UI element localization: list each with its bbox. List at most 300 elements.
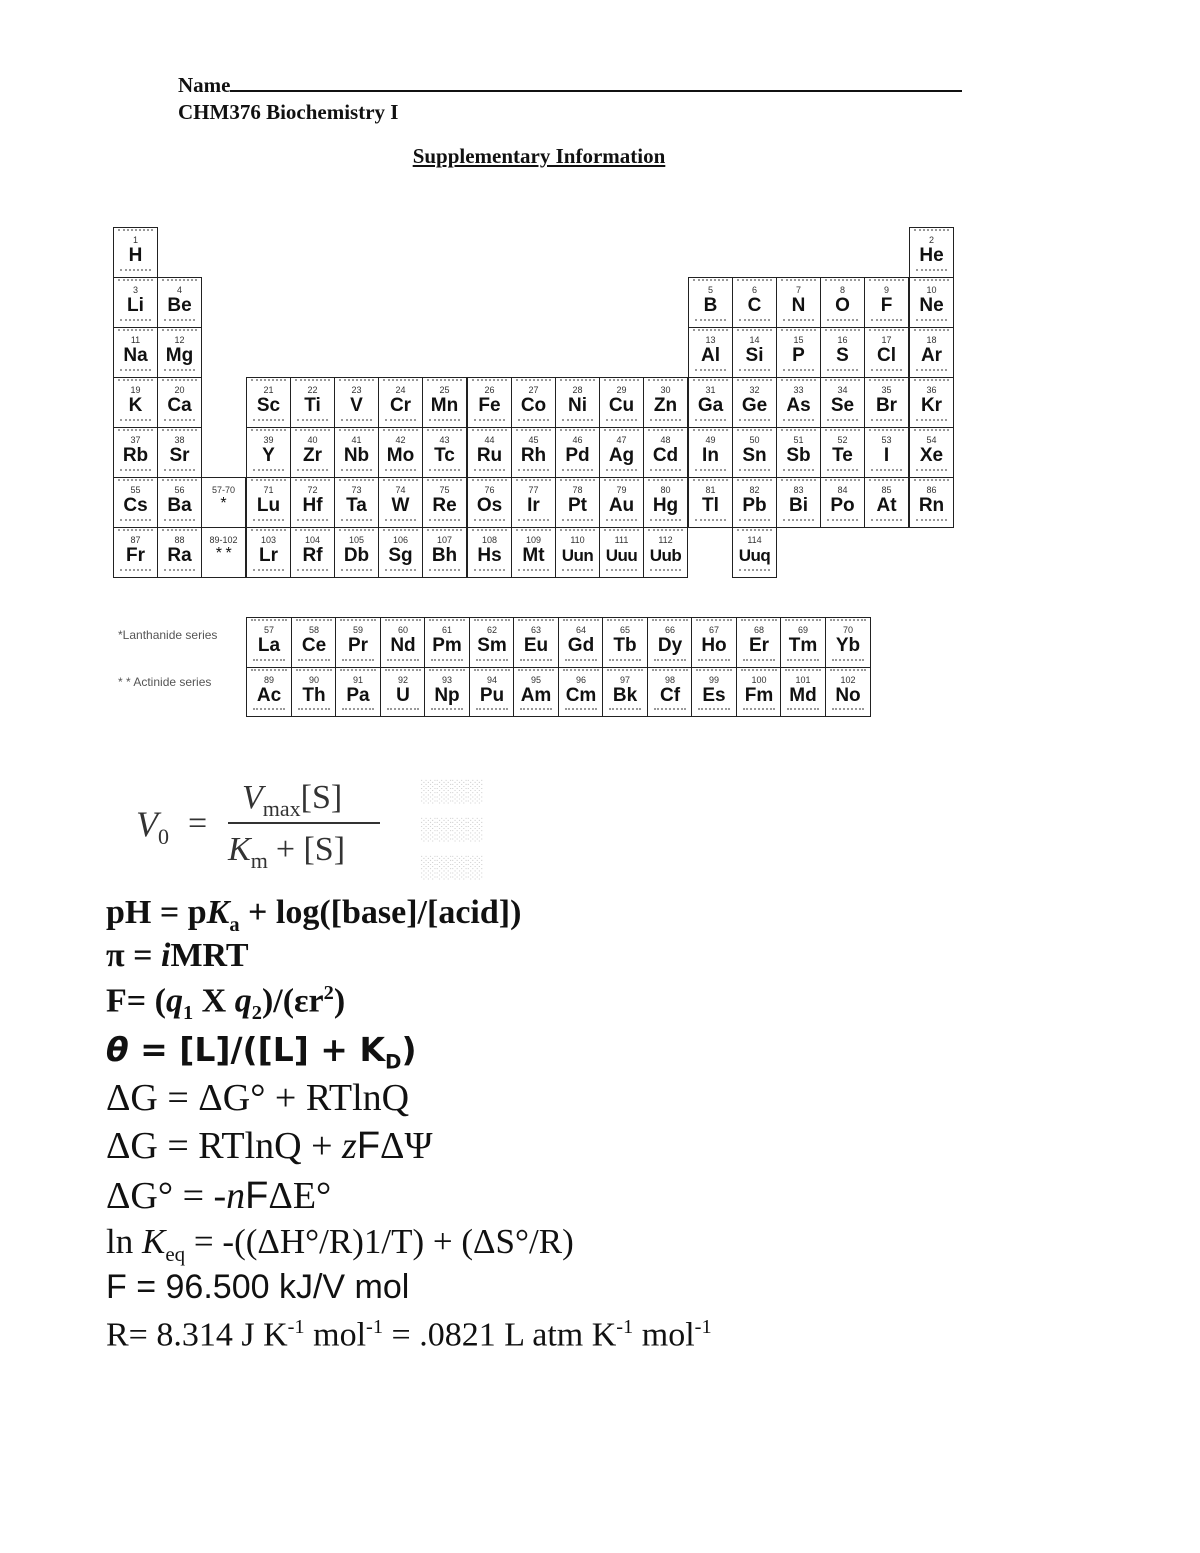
element-cell-tm [780, 617, 826, 668]
atomic-number: 35 [881, 385, 892, 395]
element-cell-se [820, 377, 865, 428]
name-field-label: Name [178, 72, 962, 98]
element-cell-pr [335, 617, 381, 668]
element-cell-pt [555, 477, 600, 528]
atomic-mass-text [739, 419, 770, 425]
atomic-mass-text [832, 659, 864, 665]
atomic-mass-text [606, 419, 637, 425]
michaelis-menten-equation [110, 768, 430, 888]
atomic-mass-text [474, 569, 505, 575]
element-symbol: Am [520, 685, 552, 706]
atomic-mass-text [871, 519, 902, 525]
element-symbol: Cl [877, 345, 896, 366]
atomic-number: 56 [174, 485, 185, 495]
atomic-number: 57 [263, 625, 274, 635]
atomic-number: 114 [747, 535, 762, 545]
atomic-number: 37 [130, 435, 141, 445]
atomic-mass-text [562, 469, 593, 475]
atomic-mass-text [698, 659, 730, 665]
element-cell-y [246, 427, 291, 478]
atomic-number: 55 [130, 485, 141, 495]
atomic-mass-text [871, 469, 902, 475]
element-cell-mn [422, 377, 467, 428]
element-cell-h [113, 227, 158, 278]
atomic-mass-text [431, 659, 463, 665]
atomic-mass-text [297, 519, 328, 525]
atomic-number: 80 [660, 485, 671, 495]
element-symbol: Se [830, 395, 855, 416]
element-symbol: Li [127, 295, 144, 316]
element-symbol: Zr [303, 445, 322, 466]
atomic-number: 7 [795, 285, 801, 295]
element-symbol: Bh [431, 545, 458, 566]
atomic-mass-text [698, 708, 730, 714]
atomic-number: 15 [793, 335, 804, 345]
atomic-mass-text [783, 419, 814, 425]
atomic-mass-text [341, 569, 372, 575]
element-symbol: Sm [477, 635, 507, 656]
atomic-mass-text [253, 659, 285, 665]
atomic-mass-text [474, 419, 505, 425]
atomic-number: 78 [572, 485, 583, 495]
name-blank-line [230, 72, 962, 92]
element-symbol: Rf [302, 545, 323, 566]
osmotic-pressure-equation: π = iMRT [106, 937, 249, 974]
atomic-number: 28 [572, 385, 583, 395]
atomic-number: 68 [753, 625, 764, 635]
atomic-number: 105 [348, 535, 365, 545]
atomic-number: 108 [481, 535, 498, 545]
atomic-number: 107 [436, 535, 453, 545]
atomic-number: 87 [130, 535, 141, 545]
element-cell-ru [467, 427, 512, 478]
element-symbol: Br [875, 395, 898, 416]
element-cell-o [820, 277, 865, 328]
redox-free-energy-equation: ΔG° = -nFΔE° [106, 1175, 332, 1217]
element-cell-rh [511, 427, 556, 478]
element-symbol: Uun [561, 546, 594, 565]
atomic-number: 47 [616, 435, 627, 445]
atomic-number: 95 [530, 675, 541, 685]
atomic-mass-text [654, 708, 686, 714]
element-cell-pb [732, 477, 777, 528]
element-symbol: Ge [741, 395, 768, 416]
element-symbol: Na [123, 345, 148, 366]
element-cell-sc [246, 377, 291, 428]
atomic-number: 52 [837, 435, 848, 445]
element-cell-br [864, 377, 909, 428]
element-cell-uuq [732, 527, 777, 578]
atomic-mass-text [164, 469, 195, 475]
atomic-mass-text [341, 469, 372, 475]
atomic-mass-text [341, 519, 372, 525]
element-cell-am [513, 667, 559, 717]
fractional-saturation-equation: $\theta = [L]/([L] + K_D)$ [106, 1030, 417, 1074]
element-cell-b [688, 277, 733, 328]
element-symbol: * [220, 495, 227, 512]
element-symbol: Tm [788, 635, 818, 656]
lanthanide-series-label: *Lanthanide series [118, 628, 218, 642]
element-cell-p [776, 327, 821, 378]
atomic-mass-text [695, 369, 726, 375]
atomic-number: 6 [751, 285, 757, 295]
element-symbol: Ho [701, 635, 727, 656]
element-symbol: Pt [568, 495, 587, 516]
element-symbol: N [791, 295, 806, 316]
atomic-mass-text [695, 419, 726, 425]
atomic-mass-text [827, 369, 858, 375]
course-title: CHM376 Biochemistry I [178, 100, 399, 124]
element-symbol: Db [343, 545, 370, 566]
faraday-constant: F = 96.500 kJ/V mol [106, 1268, 410, 1306]
atomic-mass-text [342, 659, 374, 665]
element-cell-ta [334, 477, 379, 528]
element-cell-uun [555, 527, 600, 578]
atomic-number: 48 [660, 435, 671, 445]
faded-background-text: ░░░░ ░░░░ ░░░░ [420, 778, 483, 879]
atomic-number: 70 [842, 625, 853, 635]
atomic-mass-text [164, 519, 195, 525]
atomic-number: 27 [528, 385, 539, 395]
element-symbol: Fm [744, 685, 774, 706]
atomic-mass-text [474, 469, 505, 475]
element-symbol: Pr [347, 635, 369, 656]
atomic-number: 41 [351, 435, 362, 445]
atomic-number: 76 [484, 485, 495, 495]
element-symbol: Es [702, 685, 726, 706]
element-cell-xe [909, 427, 954, 478]
element-cell-lu [246, 477, 291, 528]
element-cell-pu [469, 667, 515, 717]
svg-text:=: = [188, 805, 208, 842]
element-cell-at [864, 477, 909, 528]
atomic-mass-text [787, 659, 819, 665]
atomic-number: 106 [392, 535, 409, 545]
element-cell-ga [688, 377, 733, 428]
element-symbol: O [835, 295, 850, 316]
atomic-number: 57-70 [211, 485, 236, 495]
element-symbol: Ni [568, 395, 587, 416]
element-cell-rn [909, 477, 954, 528]
atomic-mass-text [341, 419, 372, 425]
atomic-number: 81 [705, 485, 716, 495]
element-symbol: Ra [167, 545, 192, 566]
atomic-number: 42 [395, 435, 406, 445]
atomic-number: 53 [881, 435, 892, 445]
atomic-mass-text [871, 419, 902, 425]
atomic-number: 13 [705, 335, 716, 345]
element-symbol: Ga [697, 395, 724, 416]
element-symbol: Ir [527, 495, 540, 516]
atomic-number: 9 [883, 285, 889, 295]
atomic-number: 1 [132, 235, 138, 245]
element-cell-cd [643, 427, 688, 478]
element-symbol: Te [832, 445, 853, 466]
atomic-mass-text [253, 469, 284, 475]
svg-text:Km+ [S]: $K_m + [S]$ [228, 831, 346, 873]
element-cell-eu [513, 617, 559, 668]
element-cell-be [157, 277, 202, 328]
atomic-mass-text [520, 659, 552, 665]
element-symbol: Kr [920, 395, 943, 416]
atomic-mass-text [695, 519, 726, 525]
atomic-number: 34 [837, 385, 848, 395]
element-cell-ni [555, 377, 600, 428]
atomic-mass-text [429, 419, 460, 425]
atomic-mass-text [387, 659, 419, 665]
atomic-mass-text [431, 708, 463, 714]
atomic-number: 59 [352, 625, 363, 635]
element-cell-la [246, 617, 292, 668]
element-cell-pd [555, 427, 600, 478]
atomic-mass-text [871, 369, 902, 375]
element-symbol: Si [745, 345, 764, 366]
atomic-mass-text [120, 269, 151, 275]
atomic-number: 79 [616, 485, 627, 495]
atomic-number: 103 [260, 535, 277, 545]
element-symbol: Pd [565, 445, 590, 466]
element-symbol: Pa [346, 685, 370, 706]
atomic-mass-text [164, 419, 195, 425]
atomic-number: 62 [486, 625, 497, 635]
element-symbol: Cu [608, 395, 635, 416]
atomic-mass-text [606, 469, 637, 475]
atomic-number: 63 [530, 625, 541, 635]
element-cell-nb [334, 427, 379, 478]
element-cell-na [113, 327, 158, 378]
element-symbol: Mt [522, 545, 545, 566]
atomic-mass-text [476, 708, 508, 714]
atomic-number: 32 [749, 385, 760, 395]
element-cell-ce [291, 617, 337, 668]
atomic-number: 104 [304, 535, 321, 545]
element-cell-rb [113, 427, 158, 478]
atomic-mass-text [832, 708, 864, 714]
atomic-mass-text [827, 469, 858, 475]
element-cell-cr [378, 377, 423, 428]
element-symbol: Sg [388, 545, 413, 566]
atomic-mass-text [120, 469, 151, 475]
atomic-mass-text [916, 419, 947, 425]
atomic-number: 16 [837, 335, 848, 345]
gas-constant: R= 8.314 J $K^{-1}$ mol$^{-1}$ = .0821 L atm $K^{-1}$ mol$^{-1}$ [106, 1316, 712, 1354]
atomic-mass-text [562, 519, 593, 525]
atomic-mass-text [476, 659, 508, 665]
atomic-mass-text [342, 708, 374, 714]
element-cell-li [113, 277, 158, 328]
element-symbol: As [786, 395, 811, 416]
element-symbol: Nd [390, 635, 416, 656]
element-cell-sn [732, 427, 777, 478]
element-symbol: Tl [702, 495, 719, 516]
element-symbol: B [703, 295, 718, 316]
atomic-mass-text [695, 319, 726, 325]
atomic-mass-text [562, 419, 593, 425]
element-symbol: No [835, 685, 861, 706]
element-cell-bh [422, 527, 467, 578]
atomic-mass-text [783, 369, 814, 375]
atomic-mass-text [164, 569, 195, 575]
atomic-number: 74 [395, 485, 406, 495]
atomic-number: 10 [926, 285, 937, 295]
element-symbol: Ac [256, 685, 282, 706]
element-cell-po [820, 477, 865, 528]
atomic-mass-text [253, 708, 285, 714]
element-symbol: At [876, 495, 897, 516]
atomic-number: 46 [572, 435, 583, 445]
element-cell-fe [467, 377, 512, 428]
atomic-mass-text [518, 469, 549, 475]
element-symbol: Xe [919, 445, 944, 466]
element-cell-ge [732, 377, 777, 428]
atomic-mass-text [518, 419, 549, 425]
atomic-mass-text [120, 319, 151, 325]
atomic-number: 85 [881, 485, 892, 495]
element-cell-tl [688, 477, 733, 528]
element-cell-zn [643, 377, 688, 428]
atomic-number: 100 [751, 675, 767, 685]
atomic-mass-text [650, 469, 681, 475]
element-symbol: Sn [742, 445, 767, 466]
element-symbol: Sc [256, 395, 281, 416]
element-symbol: Cf [659, 685, 681, 706]
element-cell-u [380, 667, 426, 717]
element-symbol: Rh [520, 445, 547, 466]
atomic-number: 14 [749, 335, 760, 345]
atomic-mass-text [783, 469, 814, 475]
element-symbol: Fe [478, 395, 501, 416]
element-cell-sm [469, 617, 515, 668]
element-symbol: Yb [835, 635, 861, 656]
element-cell-fm [736, 667, 782, 717]
atomic-number: 31 [705, 385, 716, 395]
atomic-number: 29 [616, 385, 627, 395]
atomic-number: 22 [307, 385, 318, 395]
element-cell-np [424, 667, 470, 717]
atomic-number: 90 [308, 675, 319, 685]
atomic-number: 75 [439, 485, 450, 495]
element-symbol: In [702, 445, 719, 466]
vant-hoff-equation: $\ln K_{eq} = -((\Delta H^\circ/R)1/T) + (\Delta S^\circ/R)$ [106, 1222, 574, 1266]
element-symbol: V [350, 395, 363, 416]
atomic-mass-text [783, 319, 814, 325]
atomic-number: 45 [528, 435, 539, 445]
atomic-number: 33 [793, 385, 804, 395]
atomic-mass-text [871, 319, 902, 325]
atomic-mass-text [120, 369, 151, 375]
element-symbol: Po [830, 495, 855, 516]
atomic-mass-text [783, 519, 814, 525]
element-cell-ag [599, 427, 644, 478]
atomic-mass-text [743, 708, 775, 714]
atomic-number: 51 [793, 435, 804, 445]
element-cell-uuu [599, 527, 644, 578]
element-symbol: Ar [920, 345, 943, 366]
element-cell-n [776, 277, 821, 328]
atomic-number: 112 [658, 535, 673, 545]
atomic-mass-text [606, 519, 637, 525]
atomic-number: 96 [575, 675, 586, 685]
atomic-mass-text [787, 708, 819, 714]
atomic-number: 69 [797, 625, 808, 635]
element-cell-cs [113, 477, 158, 528]
element-symbol: Uub [649, 546, 682, 565]
atomic-mass-text [743, 659, 775, 665]
atomic-number: 65 [619, 625, 630, 635]
element-cell-mo [378, 427, 423, 478]
atomic-mass-text [520, 708, 552, 714]
atomic-mass-text [387, 708, 419, 714]
atomic-mass-text [565, 708, 597, 714]
atomic-mass-text [120, 419, 151, 425]
atomic-mass-text [916, 369, 947, 375]
atomic-mass-text [429, 519, 460, 525]
element-cell-ar [909, 327, 954, 378]
element-symbol: Uuq [738, 546, 771, 565]
element-symbol: Zn [653, 395, 678, 416]
atomic-mass-text [916, 319, 947, 325]
atomic-mass-text [606, 569, 637, 575]
element-symbol: * * [215, 545, 232, 562]
element-symbol: Uuu [605, 546, 638, 565]
element-cell-lr [246, 527, 291, 578]
atomic-mass-text [298, 659, 330, 665]
element-cell-he [909, 227, 954, 278]
element-symbol: Hg [652, 495, 679, 516]
atomic-number: 109 [525, 535, 542, 545]
atomic-number: 66 [664, 625, 675, 635]
element-symbol: Tb [613, 635, 637, 656]
membrane-potential-equation: ΔG = RTlnQ + zFΔΨ [106, 1125, 433, 1167]
series-placeholder-cell [201, 527, 246, 578]
element-cell-dy [647, 617, 693, 668]
atomic-number: 17 [881, 335, 892, 345]
atomic-number: 20 [174, 385, 185, 395]
element-symbol: Co [520, 395, 547, 416]
element-symbol: H [128, 245, 143, 266]
atomic-mass-text [650, 419, 681, 425]
atomic-mass-text [297, 569, 328, 575]
element-cell-mg [157, 327, 202, 378]
element-cell-i [864, 427, 909, 478]
atomic-number: 4 [176, 285, 182, 295]
atomic-mass-text [385, 519, 416, 525]
element-symbol: He [919, 245, 944, 266]
atomic-number: 102 [840, 675, 856, 685]
atomic-number: 44 [484, 435, 495, 445]
atomic-mass-text [429, 569, 460, 575]
element-cell-fr [113, 527, 158, 578]
svg-text:Vmax[S]: $V_{max}[S]$ [242, 779, 343, 821]
element-symbol: Np [434, 685, 460, 706]
element-cell-rf [290, 527, 335, 578]
atomic-number: 19 [130, 385, 141, 395]
atomic-number: 73 [351, 485, 362, 495]
atomic-number: 5 [707, 285, 713, 295]
element-symbol: Cs [123, 495, 148, 516]
atomic-number: 84 [837, 485, 848, 495]
henderson-hasselbalch-equation: pH = $pK_a$ + log([base]/[acid]) [106, 894, 522, 936]
element-cell-zr [290, 427, 335, 478]
element-cell-v [334, 377, 379, 428]
element-symbol: Fr [126, 545, 145, 566]
element-symbol: Mo [386, 445, 415, 466]
element-symbol: Ne [919, 295, 944, 316]
atomic-number: 54 [926, 435, 937, 445]
atomic-mass-text [827, 419, 858, 425]
atomic-number: 93 [441, 675, 452, 685]
element-symbol: I [883, 445, 890, 466]
